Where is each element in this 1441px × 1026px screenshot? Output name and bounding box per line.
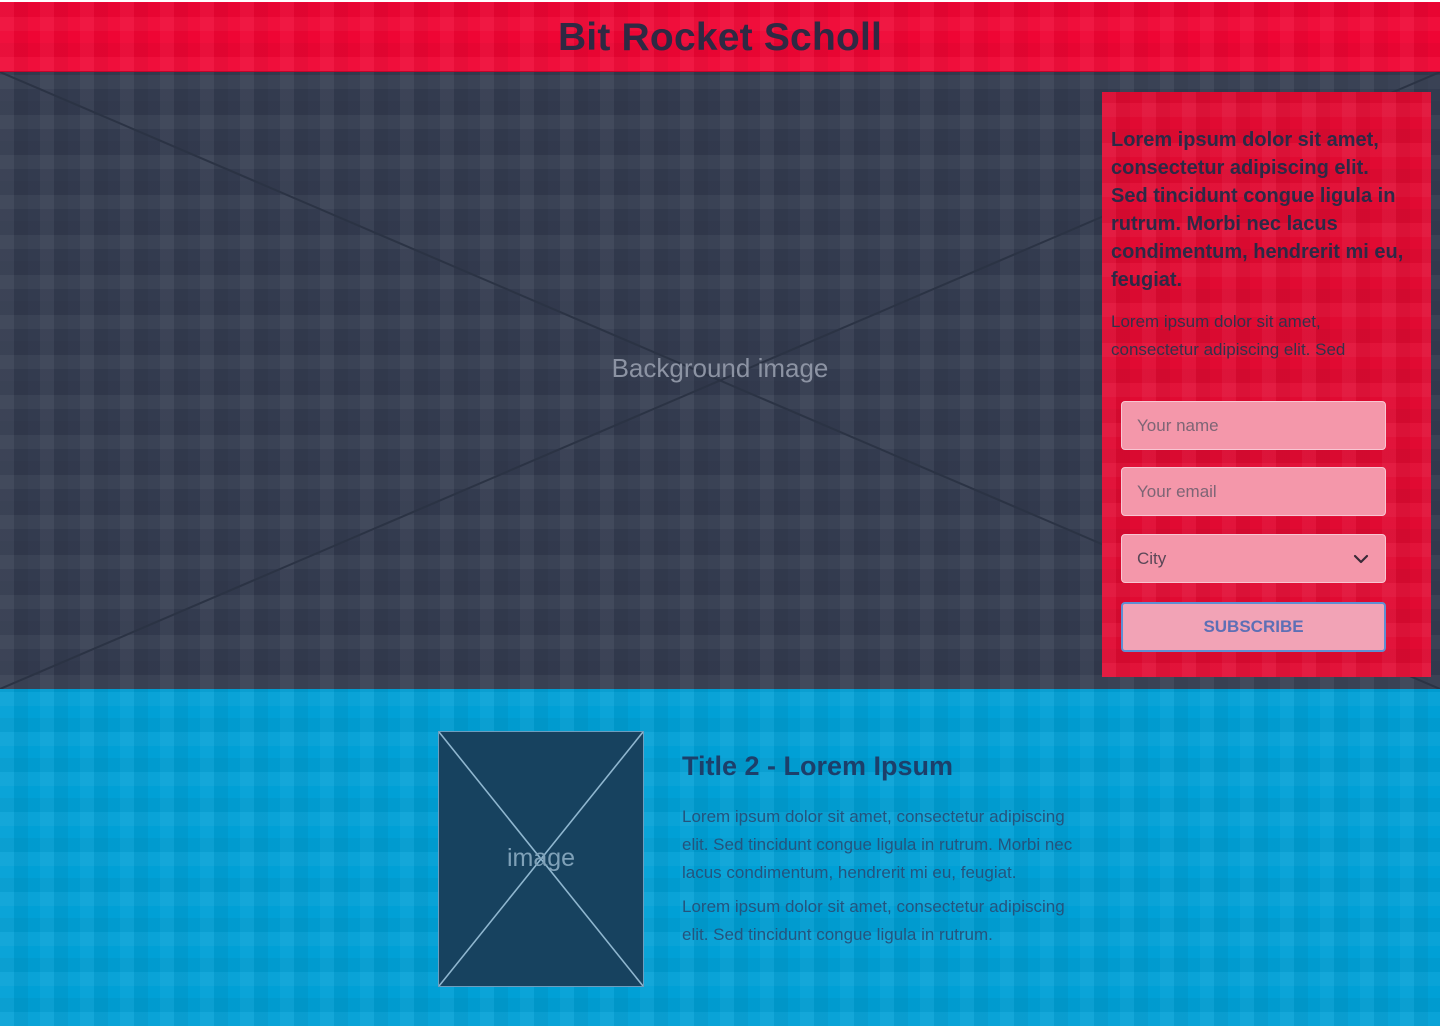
signup-lead-text: Lorem ipsum dolor sit amet, consectetur adipiscing elit. Sed tincidunt congue ligula in rutrum. Morbi nec lacus condimentum, hendrerit mi eu, feugiat. — [1111, 129, 1404, 291]
info-section — [0, 689, 1440, 1026]
city-select[interactable] — [1121, 534, 1386, 583]
signup-body-text: Lorem ipsum dolor sit amet, consectetur adipiscing elit. Sed — [1111, 312, 1346, 359]
info-title: Title 2 - Lorem Ipsum — [682, 751, 954, 781]
hero-placeholder-label: Background image — [611, 353, 829, 383]
info-image-label: image — [506, 844, 576, 872]
site-title: Bit Rocket Scholl — [557, 15, 883, 59]
email-field[interactable] — [1121, 467, 1386, 516]
subscribe-button[interactable]: SUBSCRIBE — [1121, 602, 1386, 652]
info-paragraph: Lorem ipsum dolor sit amet, consectetur adipiscing elit. Sed tincidunt congue ligula in rutrum. — [682, 897, 1065, 944]
site-header — [0, 2, 1440, 72]
chevron-down-icon — [1352, 550, 1370, 568]
info-paragraph: Lorem ipsum dolor sit amet, consectetur adipiscing elit. Sed tincidunt congue ligula in rutrum. Morbi nec lacus condimentum, hendrerit mi eu, feugiat. — [682, 807, 1073, 882]
signup-panel — [1102, 92, 1431, 677]
city-select-value: City — [1137, 548, 1167, 568]
info-image-placeholder — [438, 731, 644, 987]
name-field[interactable] — [1121, 401, 1386, 450]
